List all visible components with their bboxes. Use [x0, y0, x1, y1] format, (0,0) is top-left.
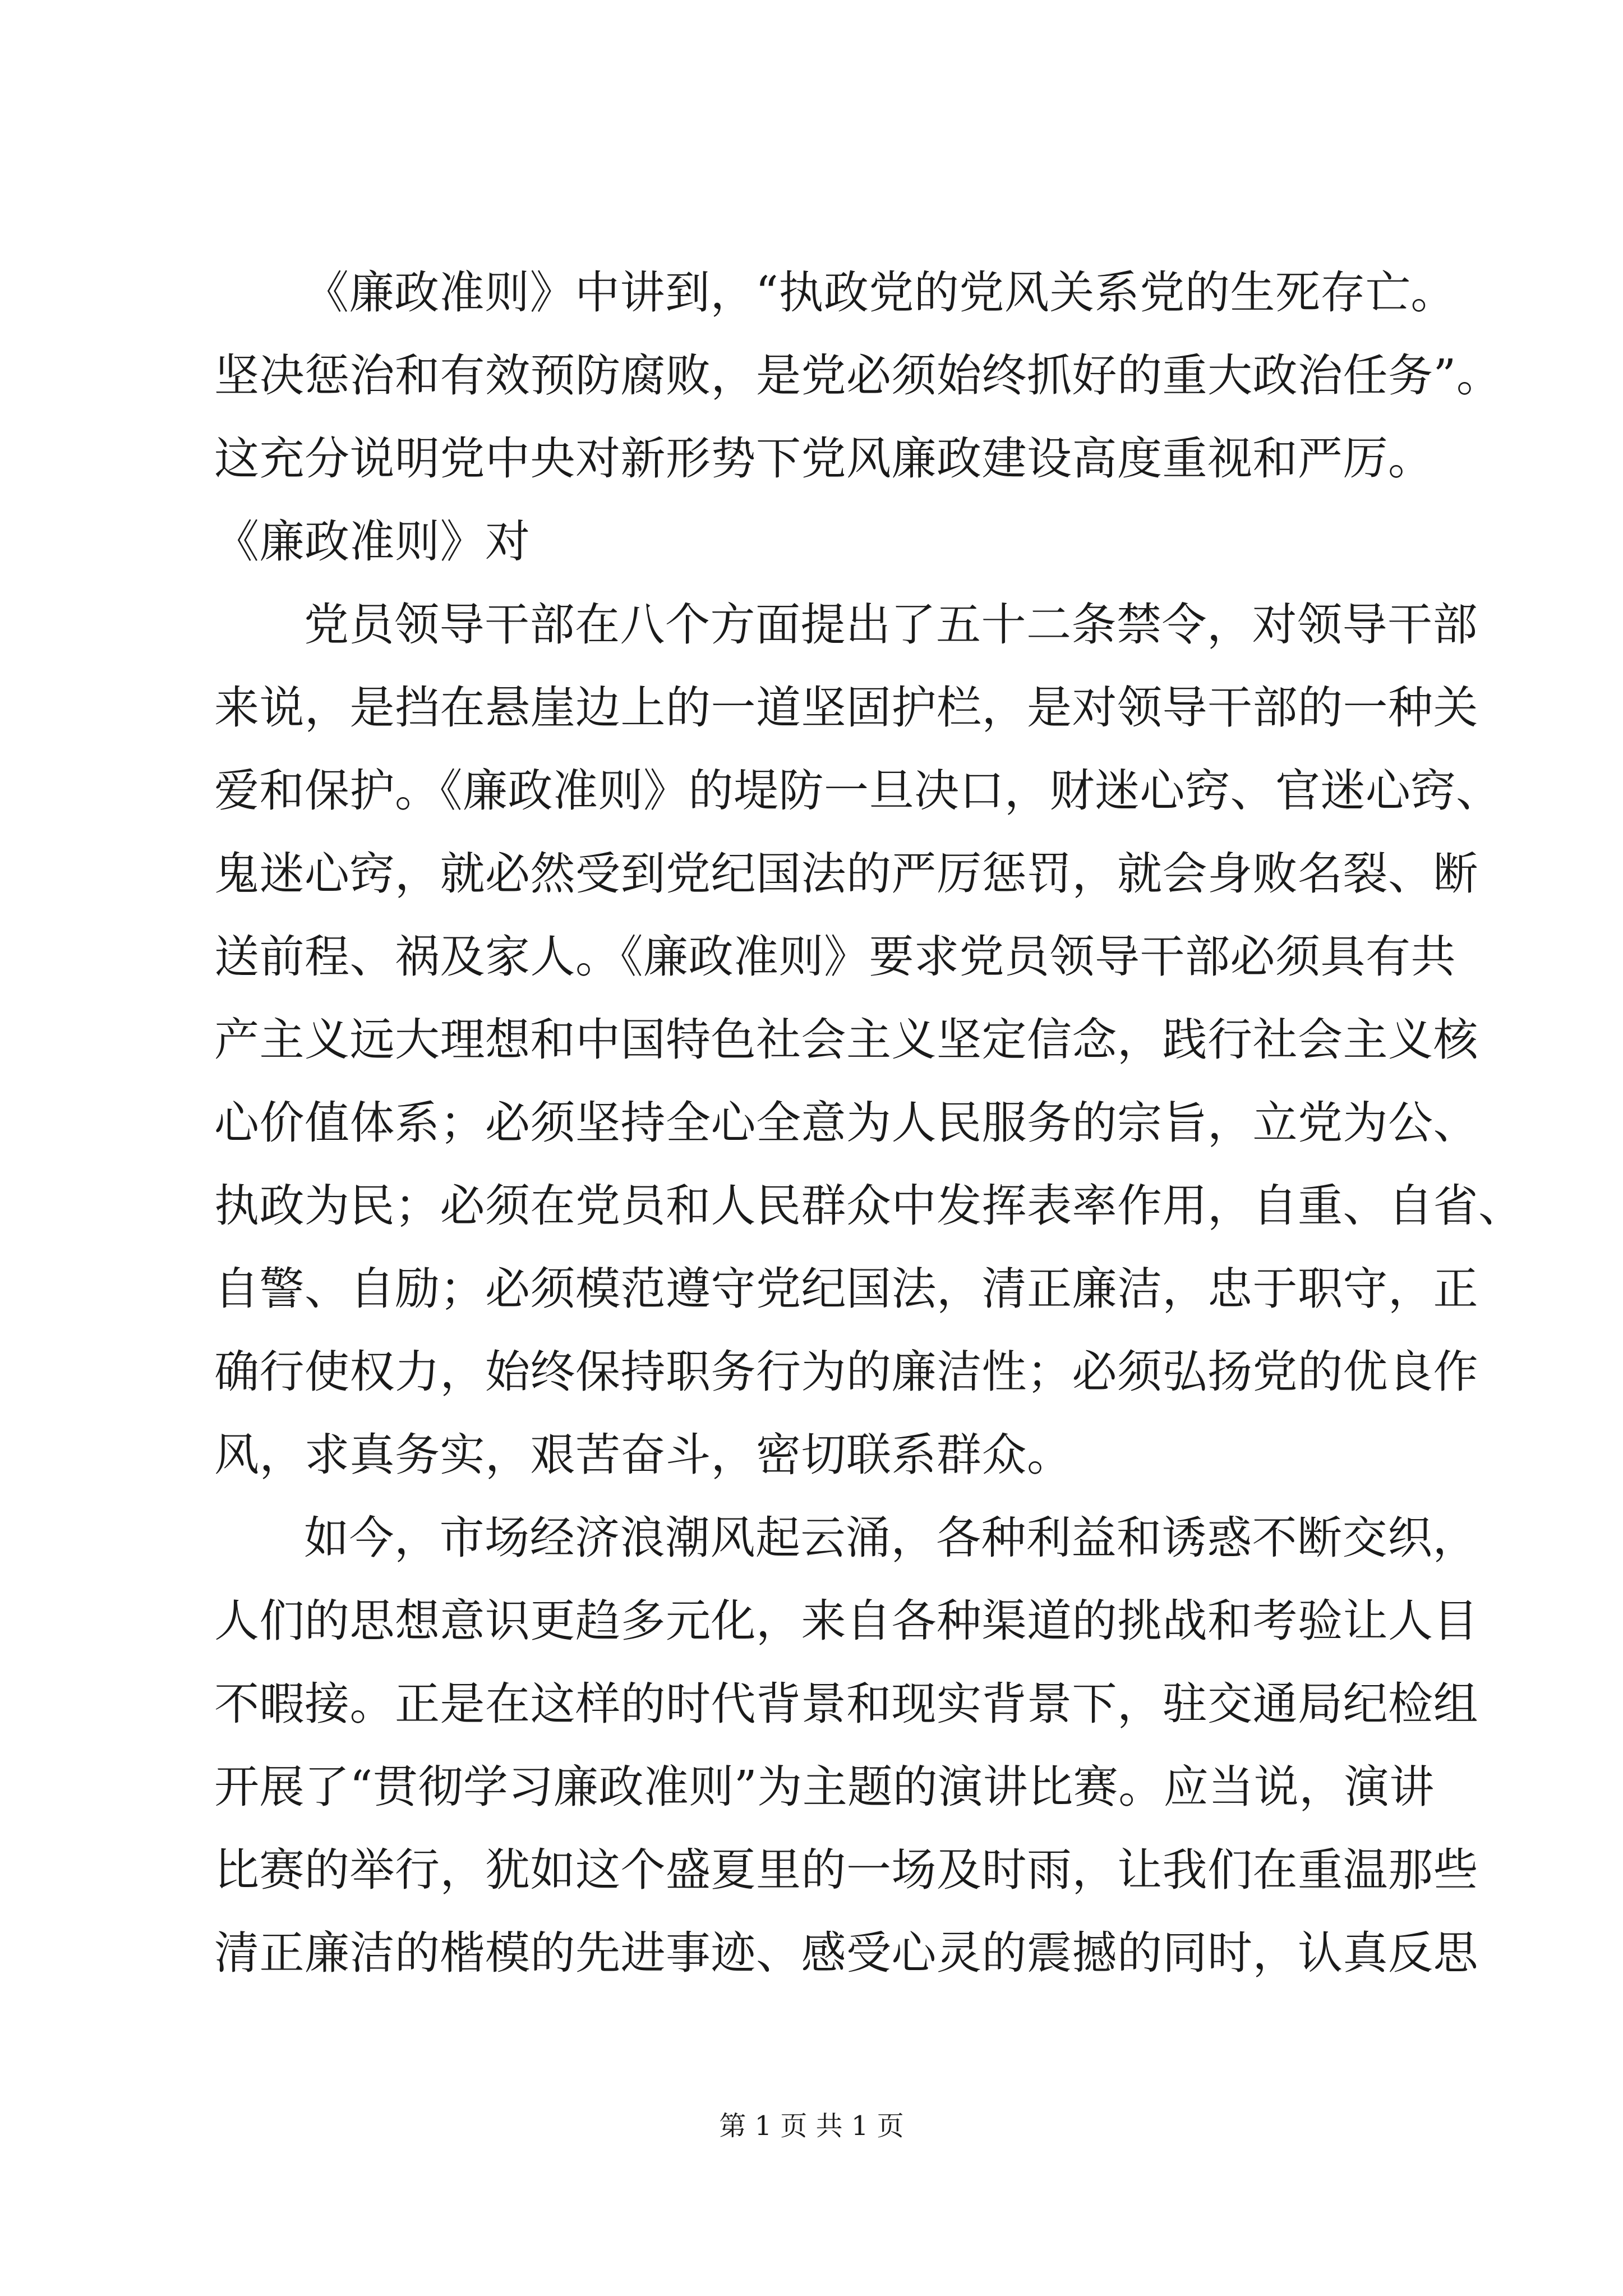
paragraph-line: 这充分说明党中央对新形势下党风廉政建设高度重视和严厉。 [214, 432, 1433, 485]
paragraph-line: 不暇接。正是在这样的时代背景和现实背景下，驻交通局纪检组 [214, 1678, 1478, 1730]
paragraph-line: 执政为民；必须在党员和人民群众中发挥表率作用，自重、自省、 [214, 1180, 1524, 1232]
paragraph-line: 爱和保护。《廉政准则》的堤防一旦决口，财迷心窍、官迷心窍、 [214, 765, 1501, 817]
paragraph-line: 送前程、祸及家人。《廉政准则》要求党员领导干部必须具有共 [214, 931, 1456, 983]
paragraph-line: 党员领导干部在八个方面提出了五十二条禁令，对领导干部 [304, 599, 1478, 651]
document-body [214, 251, 1524, 1995]
paragraph-line: 自警、自励；必须模范遵守党纪国法，清正廉洁，忠于职守，正 [214, 1263, 1478, 1315]
paragraph-line: 人们的思想意识更趋多元化，来自各种渠道的挑战和考验让人目 [214, 1595, 1478, 1647]
paragraph-line: 开展了“贯彻学习廉政准则”为主题的演讲比赛。应当说，演讲 [214, 1761, 1435, 1813]
paragraph-line: 如今，市场经济浪潮风起云涌，各种利益和诱惑不断交织， [304, 1512, 1478, 1564]
paragraph-line: 《廉政准则》对 [214, 516, 531, 568]
paragraph-line: 清正廉洁的楷模的先进事迹、感受心灵的震撼的同时，认真反思 [214, 1927, 1478, 1979]
paragraph-line: 产主义远大理想和中国特色社会主义坚定信念，践行社会主义核 [214, 1014, 1478, 1066]
paragraph-line: 心价值体系；必须坚持全心全意为人民服务的宗旨，立党为公、 [214, 1097, 1478, 1149]
paragraph-line: 来说，是挡在悬崖边上的一道坚固护栏，是对领导干部的一种关 [214, 682, 1478, 734]
paragraph-line: 鬼迷心窍，就必然受到党纪国法的严厉惩罚，就会身败名裂、断 [214, 848, 1478, 900]
paragraph-line: 坚决惩治和有效预防腐败，是党必须始终抓好的重大政治任务”。 [214, 349, 1502, 402]
paragraph-line: 比赛的举行，犹如这个盛夏里的一场及时雨，让我们在重温那些 [214, 1844, 1478, 1896]
paragraph-line: 风，求真务实，艰苦奋斗，密切联系群众。 [214, 1429, 1072, 1481]
page-number-footer: 第 1 页 共 1 页 [719, 2110, 904, 2142]
paragraph-line: 《廉政准则》中讲到，“执政党的党风关系党的生死存亡。 [304, 266, 1456, 319]
paragraph-line: 确行使权力，始终保持职务行为的廉洁性；必须弘扬党的优良作 [214, 1346, 1478, 1398]
